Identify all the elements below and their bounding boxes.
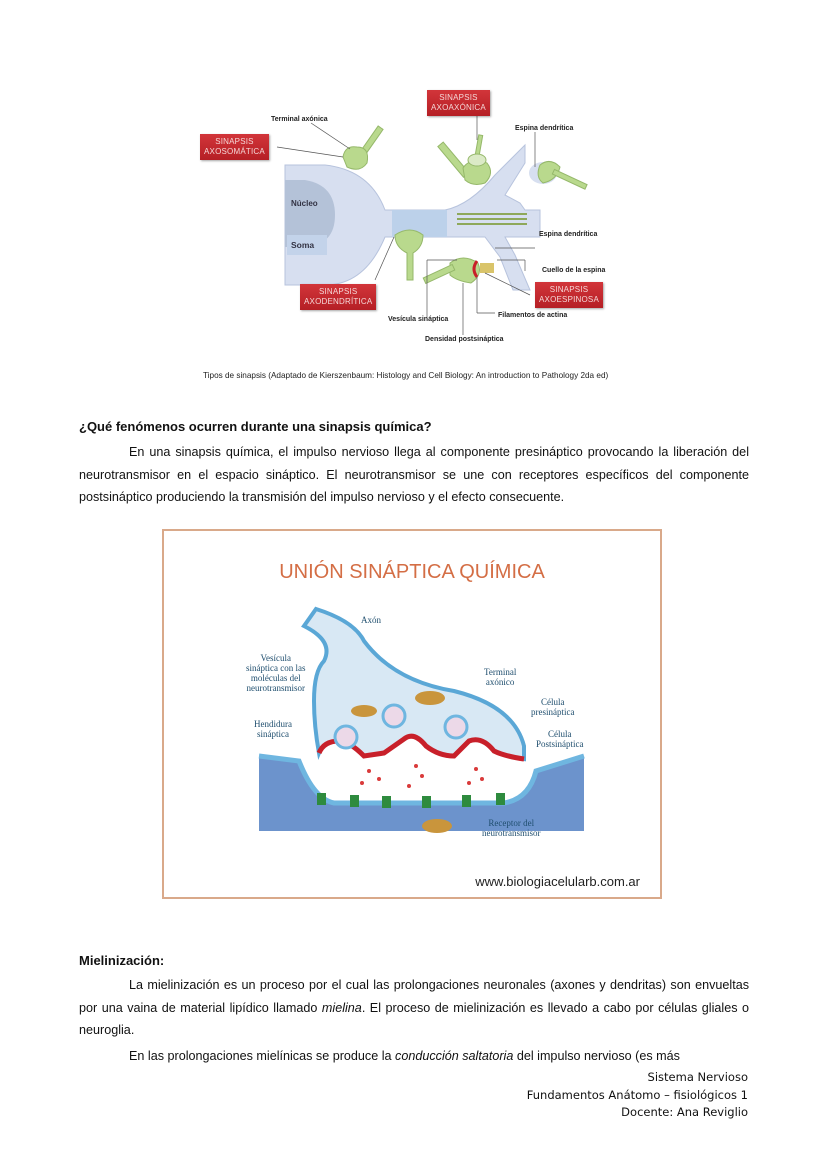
label-celula-presinaptica <box>531 697 574 717</box>
label-sinapsis-axoaxonica <box>427 90 490 116</box>
figure1-caption: Tipos de sinapsis (Adaptado de Kierszenbaum: Histology and Cell Biology: An introduction to Pathology 2da ed) <box>203 371 609 380</box>
label-line: Terminal <box>484 667 517 677</box>
label-line: Célula <box>540 697 565 707</box>
label-axon: Axón <box>361 615 381 625</box>
label-line: sináptica <box>257 729 289 739</box>
annotation-filamentos-actina: Filamentos de actina <box>498 312 568 319</box>
label-sinapsis-axosomatica <box>200 134 269 160</box>
figure2-title: UNIÓN SINÁPTICA QUÍMICA <box>279 561 545 583</box>
annotation-soma: Soma <box>291 240 315 250</box>
label-line: SINAPSIS <box>215 137 254 146</box>
paragraph-sinapsis-quimica: En una sinapsis química, el impulso nervioso llega al componente presináptico provocando la liberación del neurotransmisor en el espacio sináptico. El neurotransmisor se une con receptores específicos del componente postsináptico produciendo la transmisión del impulso nervioso y el efecto consecuente. <box>79 445 749 504</box>
label-line: moléculas del <box>250 673 301 683</box>
annotation-vesicula-sinaptica: Vesícula sináptica <box>388 316 449 323</box>
annotation-nucleo: Núcleo <box>291 199 318 208</box>
section-heading-mielinizacion: Mielinización: <box>79 953 165 968</box>
label-line: Receptor del <box>488 818 535 828</box>
paragraph-mielinizacion <box>79 974 749 1042</box>
label-celula-postsinaptica <box>536 729 584 749</box>
label-line: neurotransmisor <box>482 828 541 838</box>
label-vesicula-sinaptica <box>246 653 305 693</box>
label-line: axónico <box>485 677 515 687</box>
annotation-espina-dendritica-right: Espina dendrítica <box>539 231 598 238</box>
footer-title: Sistema Nervioso <box>647 1070 748 1084</box>
text-run: del impulso nervioso (es más <box>513 1049 680 1063</box>
label-line: SINAPSIS <box>439 93 478 102</box>
label-line: SINAPSIS <box>318 287 358 296</box>
italic-term-conduccion-saltatoria: conducción saltatoria <box>395 1049 514 1063</box>
paragraph-conduccion-saltatoria <box>79 1045 749 1068</box>
label-line: Célula <box>548 729 572 739</box>
annotation-espina-dendritica-top: Espina dendrítica <box>515 125 574 132</box>
page-footer <box>527 1069 748 1122</box>
annotation-cuello-espina: Cuello de la espina <box>542 267 606 274</box>
label-line: SINAPSIS <box>549 285 589 294</box>
label-line: AXOAXÓNICA <box>431 103 486 112</box>
label-line: AXOSOMÁTICA <box>204 147 265 156</box>
label-line: Vesícula <box>260 653 291 663</box>
figure2-source-url: www.biologiacelularb.com.ar <box>475 874 640 889</box>
label-line: AXODENDRÍTICA <box>304 297 373 306</box>
label-receptor-neurotransmisor <box>482 818 541 838</box>
label-sinapsis-axoespinosa <box>535 282 603 308</box>
label-sinapsis-axodendritica <box>300 284 376 310</box>
label-line: AXOESPINOSA <box>539 295 599 304</box>
label-terminal-axonico <box>484 667 516 687</box>
text-run: En las prolongaciones mielínicas se produce la <box>129 1049 396 1063</box>
chemical-synapse-diagram <box>164 531 660 897</box>
section-heading-sinapsis-quimica: ¿Qué fenómenos ocurren durante una sinapsis química? <box>79 419 432 434</box>
label-line: sináptica con las <box>246 663 306 673</box>
italic-term-mielina: mielina <box>321 1000 362 1015</box>
footer-course: Fundamentos Anátomo – fisiológicos 1 <box>526 1087 748 1102</box>
label-line: Hendidura <box>254 719 292 729</box>
text-run: La mielinización es un proceso por el cual las prolongaciones neuronales (axones y dendritas) son envueltas por una vaina de material lipídico llamado <box>79 978 749 1015</box>
synapse-types-figure <box>195 85 625 360</box>
annotation-terminal-axonica: Terminal axónica <box>271 116 328 123</box>
text-run: . El proceso de mielinización es llevado a cabo por células gliales o neuroglia. <box>79 1000 749 1037</box>
label-line: Postsináptica <box>536 739 584 749</box>
chemical-synapse-figure <box>162 529 662 899</box>
annotation-densidad-postsinaptica: Densidad postsináptica <box>425 336 504 343</box>
footer-teacher: Docente: Ana Reviglio <box>621 1105 748 1119</box>
label-hendidura-sinaptica <box>254 719 292 739</box>
label-line: presináptica <box>531 707 575 717</box>
label-line: neurotransmisor <box>246 683 305 693</box>
